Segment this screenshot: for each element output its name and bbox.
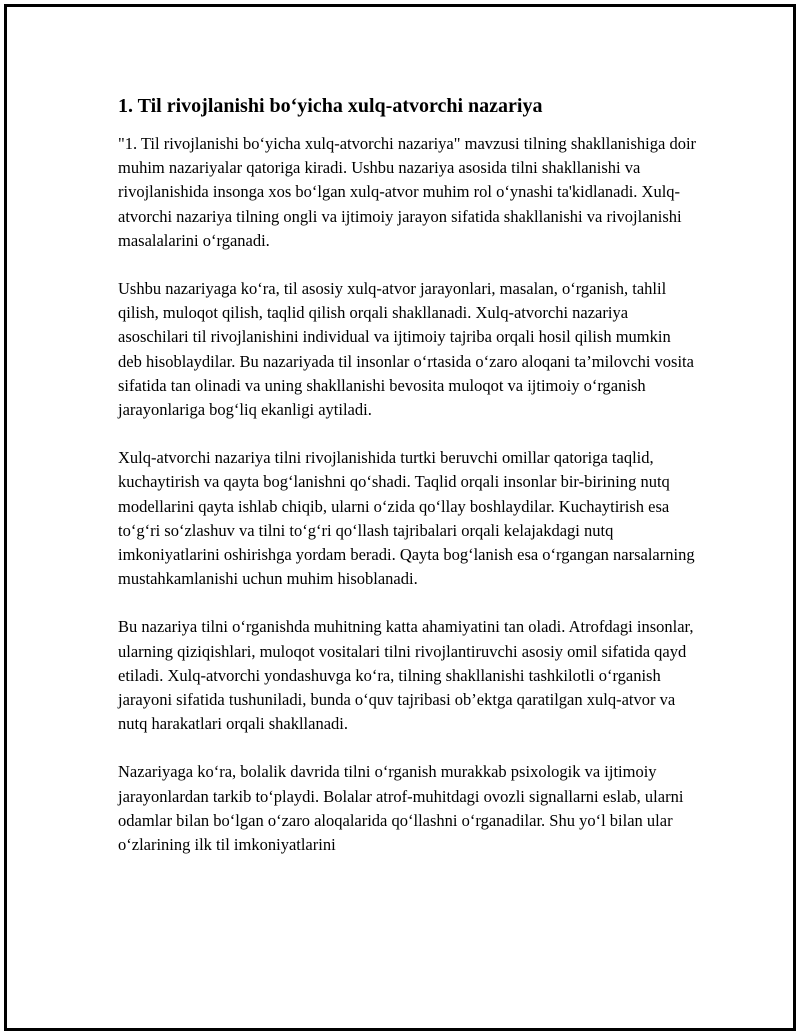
- paragraph-3: Xulq-atvorchi nazariya tilni rivojlanishida turtki beruvchi omillar qatoriga taqlid, kuchaytirish va qayta bog‘lanishni qo‘shadi. Taqlid orqali insonlar bir-birining nutq modellarini qayta ishlab chiqib, ularni o‘zida qo‘llay boshlaydilar. Kuchaytirish esa to‘g‘ri so‘zlashuv va tilni to‘g‘ri qo‘llash tajribalari orqali kelajakdagi nutq imkoniyatlarini oshirishga yordam beradi. Qayta bog‘lanish esa o‘rgangan narsalarning mustahkamlanishi uchun muhim hisoblanadi.: [118, 448, 695, 589]
- document-body: [118, 92, 698, 881]
- paragraph-4: Bu nazariya tilni o‘rganishda muhitning katta ahamiyatini tan oladi. Atrofdagi insonlar, ularning qiziqishlari, muloqot vositalari tilni rivojlantiruvchi asosiy omil sifatida qayd etiladi. Xulq-atvorchi yondashuvga ko‘ra, tilning shakllanishi tashkilotli o‘rganish jarayoni sifatida tushuniladi, bunda o‘quv tajribasi ob’ektga qaratilgan xulq-atvor va nutq harakatlari orqali shakllanadi.: [118, 617, 694, 734]
- paragraph-5: Nazariyaga ko‘ra, bolalik davrida tilni o‘rganish murakkab psixologik va ijtimoiy jarayonlardan tarkib to‘playdi. Bolalar atrof-muhitdagi ovozli signallarni eslab, ularni odamlar bilan bo‘lgan o‘zaro aloqalarida qo‘llashni o‘rganadilar. Shu yo‘l bilan ular o‘zlarining ilk til imkoniyatlarini: [118, 762, 684, 855]
- paragraph-2: Ushbu nazariyaga ko‘ra, til asosiy xulq-atvor jarayonlari, masalan, o‘rganish, tahlil qilish, muloqot qilish, taqlid qilish orqali shakllanadi. Xulq-atvorchi nazariya asoschilari til rivojlanishini individual va ijtimoiy tajriba orqali hosil qilish mumkin deb hisoblaydilar. Bu nazariyada til insonlar o‘rtasida o‘zaro aloqani ta’milovchi vosita sifatida tan olinadi va uning shakllanishi bevosita muloqot va ijtimoiy o‘rganish jarayonlariga bog‘liq ekanligi aytiladi.: [118, 279, 694, 420]
- section-title: 1. Til rivojlanishi bo‘yicha xulq-atvorchi nazariya: [118, 95, 543, 117]
- paragraph-1: "1. Til rivojlanishi bo‘yicha xulq-atvorchi nazariya" mavzusi tilning shakllanishiga doir muhim nazariyalar qatoriga kiradi. Ushbu nazariya asosida tilni shakllanishi va rivojlanishida insonga xos bo‘lgan xulq-atvor muhim rol o‘ynashi ta'kidlanadi. Xulq-atvorchi nazariya tilning ongli va ijtimoiy jarayon sifatida shakllanishi va rivojlanishi masalalarini o‘rganadi.: [118, 134, 697, 250]
